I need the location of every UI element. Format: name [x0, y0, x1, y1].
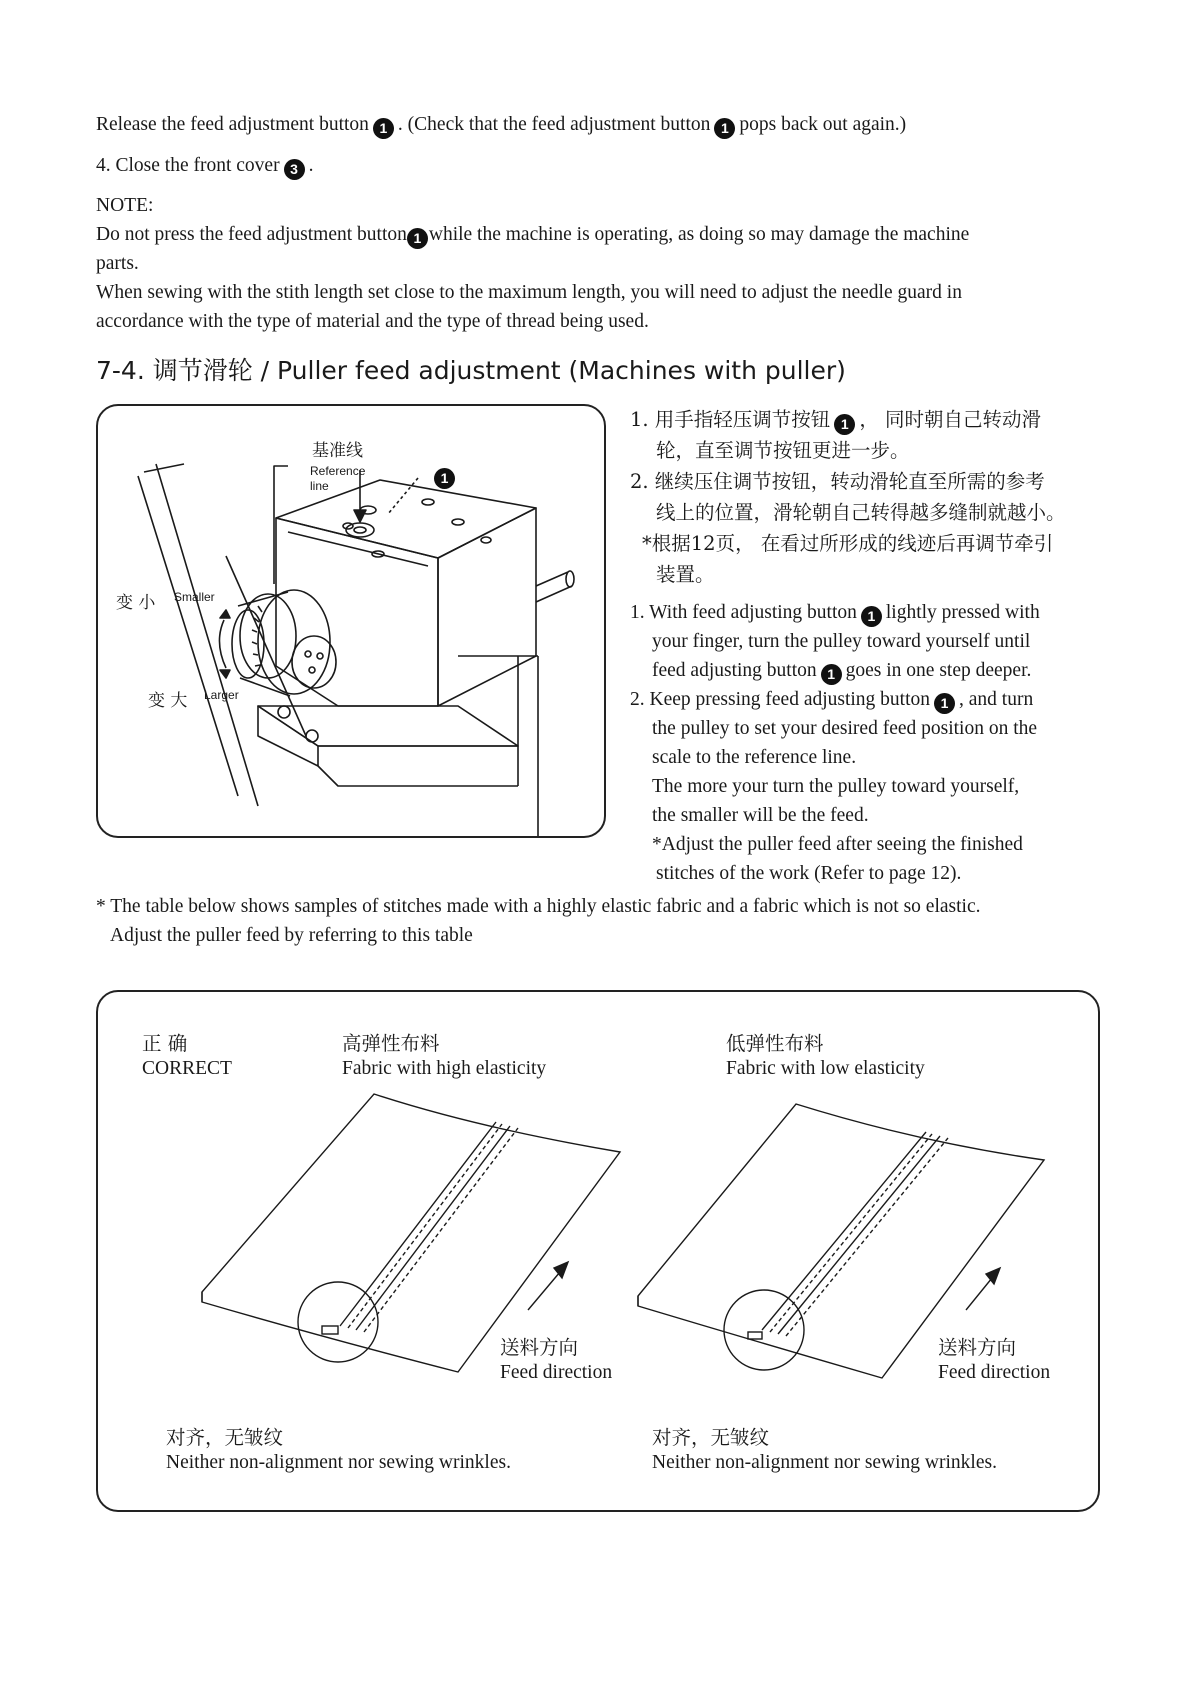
smaller-label-en: Smaller	[174, 590, 215, 604]
stitch-samples-box	[96, 990, 1100, 1512]
low-elasticity-label-cn: 低弹性布料	[726, 1032, 824, 1055]
feed-direction-right-en: Feed direction	[938, 1362, 1051, 1383]
callout-3-icon: 3	[284, 159, 305, 180]
steps-en	[630, 598, 1040, 888]
note-label: NOTE:	[96, 195, 154, 216]
correct-label-cn: 正 确	[142, 1032, 188, 1055]
feed-direction-right-cn: 送料方向	[938, 1336, 1017, 1359]
callout-1-icon: 1	[434, 468, 455, 489]
reference-line-label-en-1: Reference	[310, 464, 366, 478]
callout-1-icon: 1	[373, 118, 394, 139]
step-en-3a: *Adjust the puller feed after seeing the finished	[652, 834, 1023, 855]
feed-direction-left-en: Feed direction	[500, 1362, 613, 1383]
step-text: , and turn	[959, 689, 1034, 710]
reference-line-label-cn: 基准线	[312, 441, 363, 461]
step-text: ， 同时朝自己转动滑	[859, 408, 1042, 431]
step-cn-2a: 2. 继续压住调节按钮，转动滑轮直至所需的参考	[630, 470, 1045, 493]
step-text: 1. With feed adjusting button	[630, 602, 857, 623]
step-en-1c	[630, 656, 1040, 685]
larger-label-cn: 变 大	[148, 691, 188, 711]
step-en-2b: the pulley to set your desired feed position on the	[652, 718, 1038, 739]
intro-text: . (Check that the feed adjustment button	[397, 114, 711, 135]
callout-1-icon: 1	[861, 606, 882, 627]
reference-line-label-en-2: line	[310, 479, 329, 493]
callout-1-icon: 1	[934, 693, 955, 714]
note-line-3: When sewing with the stith length set close to the maximum length, you will need to adjust the needle guard in	[96, 282, 962, 303]
step-en-3b: stitches of the work (Refer to page 12).	[656, 863, 962, 884]
steps-cn	[630, 404, 1066, 590]
high-elasticity-label-en: Fabric with high elasticity	[342, 1058, 547, 1079]
high-elasticity-label-cn: 高弹性布料	[342, 1032, 440, 1055]
step-en-2d: The more your turn the pulley toward yourself,	[652, 776, 1020, 797]
result-right-en: Neither non-alignment nor sewing wrinkles.	[652, 1452, 997, 1473]
step-text: lightly pressed with	[885, 602, 1040, 623]
intro-text: pops back out again.)	[739, 114, 907, 135]
callout-1-icon: 1	[407, 228, 428, 249]
step-en-1a	[630, 598, 1040, 627]
step-cn-2b: 线上的位置，滑轮朝自己转得越多缝制就越小。	[656, 501, 1066, 524]
table-note-line-1: * The table below shows samples of stitches made with a highly elastic fabric and a fabric which is not so elastic.	[96, 896, 981, 917]
intro-text: Release the feed adjustment button	[96, 114, 369, 135]
low-elasticity-label-en: Fabric with low elasticity	[726, 1058, 925, 1079]
note-line-1	[96, 220, 969, 249]
step-text: feed adjusting button	[652, 660, 817, 681]
table-note-line-2: Adjust the puller feed by referring to this table	[110, 925, 473, 946]
intro-line-2	[96, 151, 313, 180]
step-text: 2. Keep pressing feed adjusting button	[630, 689, 931, 710]
step-en-2a	[630, 685, 1040, 714]
result-right-cn: 对齐，无皱纹	[652, 1426, 770, 1449]
intro-text: .	[308, 155, 314, 176]
intro-line-1	[96, 110, 906, 139]
note-text: while the machine is operating, as doing so may damage the machine	[428, 224, 970, 245]
step-en-2c: scale to the reference line.	[652, 747, 857, 768]
note-text: Do not press the feed adjustment button	[96, 224, 407, 245]
callout-1-icon: 1	[821, 664, 842, 685]
step-cn-1a	[630, 404, 1066, 435]
intro-text: 4. Close the front cover	[96, 155, 280, 176]
step-en-2e: the smaller will be the feed.	[652, 805, 869, 826]
smaller-label-cn: 变 小	[116, 593, 156, 613]
step-en-1b: your finger, turn the pulley toward yourself until	[652, 631, 1031, 652]
result-left-cn: 对齐，无皱纹	[166, 1426, 284, 1449]
result-left-en: Neither non-alignment nor sewing wrinkles.	[166, 1452, 511, 1473]
step-text: goes in one step deeper.	[845, 660, 1032, 681]
step-text: 1. 用手指轻压调节按钮	[630, 408, 831, 431]
note-line-4: accordance with the type of material and the type of thread being used.	[96, 311, 649, 332]
callout-1-icon: 1	[834, 414, 855, 435]
feed-direction-left-cn: 送料方向	[500, 1336, 579, 1359]
note-line-2: parts.	[96, 253, 139, 274]
correct-label-en: CORRECT	[142, 1058, 232, 1079]
step-cn-1b: 轮，直至调节按钮更进一步。	[656, 439, 910, 462]
callout-1-icon: 1	[714, 118, 735, 139]
larger-label-en: Larger	[204, 688, 239, 702]
puller-figure-box	[96, 404, 606, 838]
step-cn-3b: 装置。	[656, 563, 715, 586]
section-title: 7-4. 调节滑轮 / Puller feed adjustment (Machines with puller)	[96, 356, 846, 385]
step-cn-3a: *根据12页， 在看过所形成的线迹后再调节牵引	[642, 532, 1054, 555]
